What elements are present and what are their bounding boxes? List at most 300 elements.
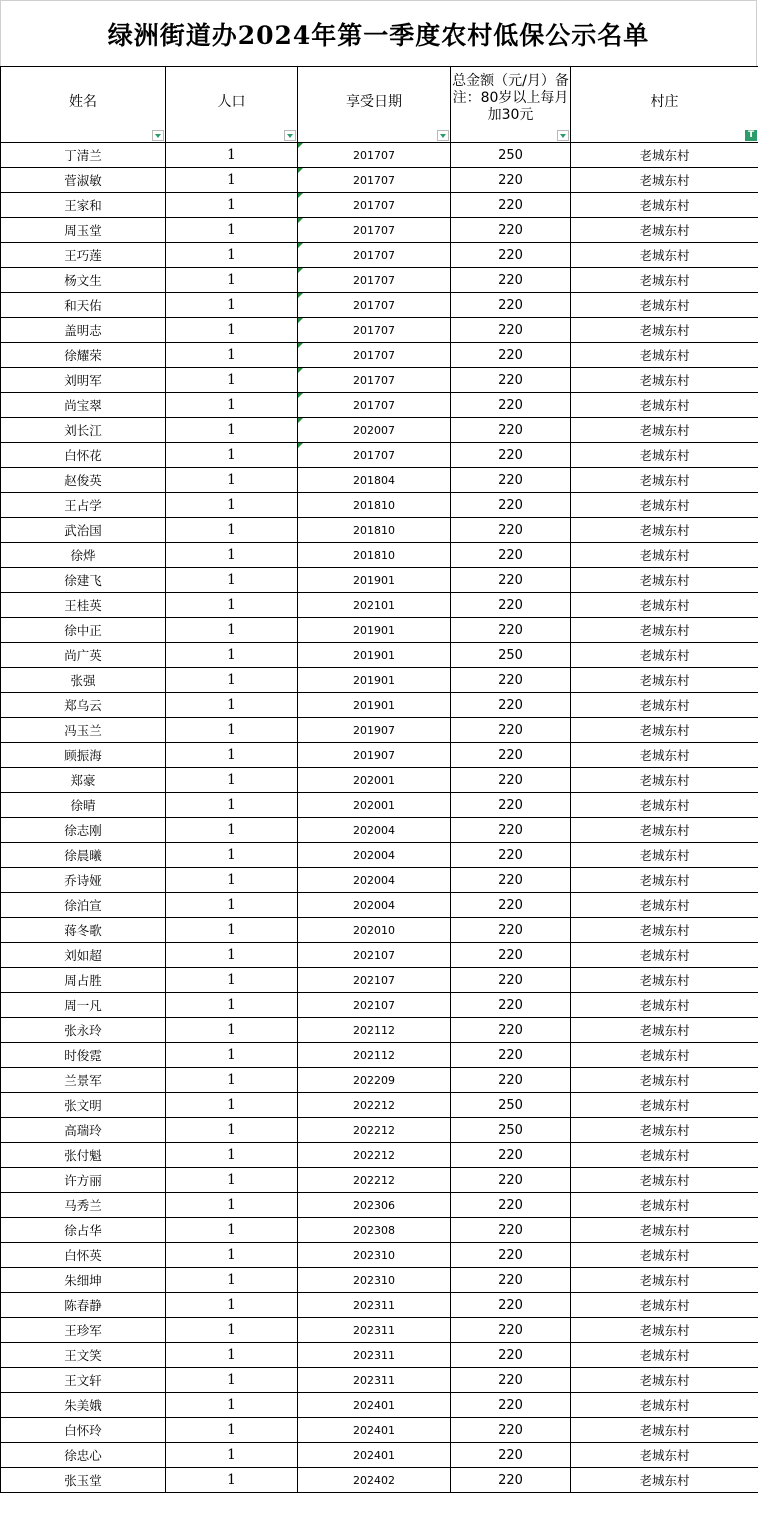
people-cell[interactable]: 1 — [166, 818, 298, 843]
name-cell[interactable]: 王文轩 — [1, 1368, 166, 1393]
amount-cell[interactable]: 220 — [451, 243, 571, 268]
village-cell[interactable]: 老城东村 — [571, 293, 758, 318]
date-cell[interactable]: 202311 — [298, 1368, 451, 1393]
village-cell[interactable]: 老城东村 — [571, 918, 758, 943]
date-cell[interactable]: 202112 — [298, 1018, 451, 1043]
village-cell[interactable]: 老城东村 — [571, 418, 758, 443]
people-cell[interactable]: 1 — [166, 318, 298, 343]
people-cell[interactable]: 1 — [166, 618, 298, 643]
name-cell[interactable]: 徐泊宣 — [1, 893, 166, 918]
people-cell[interactable]: 1 — [166, 218, 298, 243]
people-cell[interactable]: 1 — [166, 593, 298, 618]
people-cell[interactable]: 1 — [166, 1018, 298, 1043]
name-cell[interactable]: 徐中正 — [1, 618, 166, 643]
village-cell[interactable]: 老城东村 — [571, 143, 758, 168]
amount-cell[interactable]: 250 — [451, 643, 571, 668]
date-cell[interactable]: 202004 — [298, 818, 451, 843]
village-cell[interactable]: 老城东村 — [571, 643, 758, 668]
date-cell[interactable]: 202311 — [298, 1343, 451, 1368]
amount-cell[interactable]: 220 — [451, 793, 571, 818]
people-cell[interactable]: 1 — [166, 1293, 298, 1318]
amount-cell[interactable]: 220 — [451, 493, 571, 518]
people-cell[interactable]: 1 — [166, 443, 298, 468]
amount-cell[interactable]: 220 — [451, 1018, 571, 1043]
people-cell[interactable]: 1 — [166, 1193, 298, 1218]
date-cell[interactable]: 201707 — [298, 293, 451, 318]
people-cell[interactable]: 1 — [166, 1118, 298, 1143]
village-cell[interactable]: 老城东村 — [571, 868, 758, 893]
date-cell[interactable]: 202107 — [298, 968, 451, 993]
date-cell[interactable]: 201707 — [298, 443, 451, 468]
date-cell[interactable]: 202402 — [298, 1468, 451, 1493]
name-cell[interactable]: 张付魁 — [1, 1143, 166, 1168]
people-cell[interactable]: 1 — [166, 1093, 298, 1118]
amount-cell[interactable]: 220 — [451, 1318, 571, 1343]
village-cell[interactable]: 老城东村 — [571, 1268, 758, 1293]
name-cell[interactable]: 高瑞玲 — [1, 1118, 166, 1143]
people-cell[interactable]: 1 — [166, 793, 298, 818]
header-people[interactable] — [166, 67, 298, 143]
name-cell[interactable]: 朱细坤 — [1, 1268, 166, 1293]
amount-cell[interactable]: 220 — [451, 1268, 571, 1293]
date-cell[interactable]: 201907 — [298, 718, 451, 743]
people-cell[interactable]: 1 — [166, 143, 298, 168]
name-cell[interactable]: 徐晴 — [1, 793, 166, 818]
village-cell[interactable]: 老城东村 — [571, 443, 758, 468]
people-cell[interactable]: 1 — [166, 1443, 298, 1468]
table-row — [1, 1418, 758, 1443]
date-cell[interactable]: 202010 — [298, 918, 451, 943]
people-cell[interactable]: 1 — [166, 1468, 298, 1493]
amount-cell[interactable]: 220 — [451, 718, 571, 743]
people-cell[interactable]: 1 — [166, 518, 298, 543]
people-cell[interactable]: 1 — [166, 418, 298, 443]
people-cell[interactable]: 1 — [166, 343, 298, 368]
village-cell[interactable]: 老城东村 — [571, 618, 758, 643]
header-amount[interactable] — [451, 67, 571, 143]
name-cell[interactable]: 刘如超 — [1, 943, 166, 968]
village-cell[interactable]: 老城东村 — [571, 1468, 758, 1493]
date-cell[interactable]: 201901 — [298, 643, 451, 668]
village-cell[interactable]: 老城东村 — [571, 993, 758, 1018]
date-cell[interactable]: 202308 — [298, 1218, 451, 1243]
table-row — [1, 268, 758, 293]
village-cell[interactable]: 老城东村 — [571, 1443, 758, 1468]
people-cell[interactable]: 1 — [166, 1043, 298, 1068]
amount-cell[interactable]: 220 — [451, 543, 571, 568]
name-cell[interactable]: 周一凡 — [1, 993, 166, 1018]
filter-dropdown-icon[interactable] — [152, 130, 164, 141]
amount-cell[interactable]: 220 — [451, 1443, 571, 1468]
amount-cell[interactable]: 220 — [451, 1143, 571, 1168]
people-cell[interactable]: 1 — [166, 543, 298, 568]
village-cell[interactable]: 老城东村 — [571, 1193, 758, 1218]
people-cell[interactable]: 1 — [166, 643, 298, 668]
filter-dropdown-icon[interactable] — [284, 130, 296, 141]
table-row — [1, 893, 758, 918]
table-row — [1, 243, 758, 268]
filter-active-icon[interactable] — [745, 130, 757, 141]
people-cell[interactable]: 1 — [166, 993, 298, 1018]
date-cell[interactable]: 201810 — [298, 543, 451, 568]
amount-cell[interactable]: 220 — [451, 368, 571, 393]
people-cell[interactable]: 1 — [166, 1318, 298, 1343]
name-cell[interactable]: 和天佑 — [1, 293, 166, 318]
amount-cell[interactable]: 220 — [451, 1243, 571, 1268]
date-cell[interactable]: 201707 — [298, 243, 451, 268]
name-cell[interactable]: 武治国 — [1, 518, 166, 543]
name-cell[interactable]: 白怀花 — [1, 443, 166, 468]
date-cell[interactable]: 201707 — [298, 268, 451, 293]
date-cell[interactable]: 202401 — [298, 1418, 451, 1443]
name-cell[interactable]: 徐志刚 — [1, 818, 166, 843]
name-cell[interactable]: 白怀玲 — [1, 1418, 166, 1443]
name-cell[interactable]: 徐晨曦 — [1, 843, 166, 868]
people-cell[interactable]: 1 — [166, 568, 298, 593]
amount-cell[interactable]: 220 — [451, 768, 571, 793]
name-cell[interactable]: 徐耀荣 — [1, 343, 166, 368]
village-cell[interactable]: 老城东村 — [571, 893, 758, 918]
date-cell[interactable]: 201707 — [298, 343, 451, 368]
name-cell[interactable]: 白怀英 — [1, 1243, 166, 1268]
table-row — [1, 1393, 758, 1418]
village-cell[interactable]: 老城东村 — [571, 1168, 758, 1193]
name-cell[interactable]: 周玉堂 — [1, 218, 166, 243]
name-cell[interactable]: 王巧莲 — [1, 243, 166, 268]
name-cell[interactable]: 冯玉兰 — [1, 718, 166, 743]
amount-cell[interactable]: 220 — [451, 818, 571, 843]
people-cell[interactable]: 1 — [166, 468, 298, 493]
table-row — [1, 343, 758, 368]
name-cell[interactable]: 尚宝翠 — [1, 393, 166, 418]
village-cell[interactable]: 老城东村 — [571, 218, 758, 243]
village-cell[interactable]: 老城东村 — [571, 1018, 758, 1043]
amount-cell[interactable]: 220 — [451, 468, 571, 493]
filter-dropdown-icon[interactable] — [437, 130, 449, 141]
header-name[interactable] — [1, 67, 166, 143]
people-cell[interactable]: 1 — [166, 268, 298, 293]
amount-cell[interactable]: 220 — [451, 1418, 571, 1443]
date-cell[interactable]: 201907 — [298, 743, 451, 768]
village-cell[interactable]: 老城东村 — [571, 493, 758, 518]
people-cell[interactable]: 1 — [166, 943, 298, 968]
people-cell[interactable]: 1 — [166, 1418, 298, 1443]
name-cell[interactable]: 徐忠心 — [1, 1443, 166, 1468]
date-cell[interactable]: 201804 — [298, 468, 451, 493]
name-cell[interactable]: 朱美娥 — [1, 1393, 166, 1418]
village-cell[interactable]: 老城东村 — [571, 1043, 758, 1068]
village-cell[interactable]: 老城东村 — [571, 1318, 758, 1343]
people-cell[interactable]: 1 — [166, 1168, 298, 1193]
amount-cell[interactable]: 220 — [451, 1043, 571, 1068]
amount-cell[interactable]: 220 — [451, 343, 571, 368]
people-cell[interactable]: 1 — [166, 1368, 298, 1393]
amount-cell[interactable]: 220 — [451, 1068, 571, 1093]
village-cell[interactable]: 老城东村 — [571, 518, 758, 543]
name-cell[interactable]: 徐烨 — [1, 543, 166, 568]
village-cell[interactable]: 老城东村 — [571, 768, 758, 793]
people-cell[interactable]: 1 — [166, 893, 298, 918]
name-cell[interactable]: 王家和 — [1, 193, 166, 218]
date-cell[interactable]: 201707 — [298, 168, 451, 193]
amount-cell[interactable]: 220 — [451, 268, 571, 293]
header-date-label: 享受日期 — [346, 93, 402, 110]
sheet-title-cell[interactable] — [0, 0, 757, 66]
people-cell[interactable]: 1 — [166, 768, 298, 793]
table-row — [1, 643, 758, 668]
village-cell[interactable]: 老城东村 — [571, 1293, 758, 1318]
people-cell[interactable]: 1 — [166, 668, 298, 693]
village-cell[interactable]: 老城东村 — [571, 568, 758, 593]
date-cell[interactable]: 202212 — [298, 1143, 451, 1168]
filter-dropdown-icon[interactable] — [557, 130, 569, 141]
amount-cell[interactable]: 220 — [451, 593, 571, 618]
amount-cell[interactable]: 220 — [451, 218, 571, 243]
amount-cell[interactable]: 220 — [451, 518, 571, 543]
name-cell[interactable]: 尚广英 — [1, 643, 166, 668]
village-cell[interactable]: 老城东村 — [571, 268, 758, 293]
village-cell[interactable]: 老城东村 — [571, 668, 758, 693]
name-cell[interactable]: 王珍军 — [1, 1318, 166, 1343]
people-cell[interactable]: 1 — [166, 293, 298, 318]
name-cell[interactable]: 张永玲 — [1, 1018, 166, 1043]
people-cell[interactable]: 1 — [166, 843, 298, 868]
people-cell[interactable]: 1 — [166, 1343, 298, 1368]
name-cell[interactable]: 陈春静 — [1, 1293, 166, 1318]
header-name-label: 姓名 — [69, 93, 97, 110]
amount-cell[interactable]: 220 — [451, 1168, 571, 1193]
date-cell[interactable]: 202209 — [298, 1068, 451, 1093]
village-cell[interactable]: 老城东村 — [571, 943, 758, 968]
amount-cell[interactable]: 220 — [451, 968, 571, 993]
date-cell[interactable]: 201707 — [298, 368, 451, 393]
name-cell[interactable]: 乔诗娅 — [1, 868, 166, 893]
name-cell[interactable]: 顾振海 — [1, 743, 166, 768]
date-cell[interactable]: 202212 — [298, 1118, 451, 1143]
amount-cell[interactable]: 220 — [451, 193, 571, 218]
date-cell[interactable]: 202101 — [298, 593, 451, 618]
amount-cell[interactable]: 220 — [451, 868, 571, 893]
amount-cell[interactable]: 220 — [451, 693, 571, 718]
amount-cell[interactable]: 220 — [451, 1393, 571, 1418]
name-cell[interactable]: 杨文生 — [1, 268, 166, 293]
amount-cell[interactable]: 220 — [451, 1343, 571, 1368]
village-cell[interactable]: 老城东村 — [571, 193, 758, 218]
name-cell[interactable]: 徐占华 — [1, 1218, 166, 1243]
table-row — [1, 743, 758, 768]
date-cell[interactable]: 202001 — [298, 768, 451, 793]
date-cell[interactable]: 201901 — [298, 668, 451, 693]
village-cell[interactable]: 老城东村 — [571, 1368, 758, 1393]
date-cell[interactable]: 202004 — [298, 843, 451, 868]
date-cell[interactable]: 201810 — [298, 493, 451, 518]
date-cell[interactable]: 202004 — [298, 893, 451, 918]
village-cell[interactable]: 老城东村 — [571, 168, 758, 193]
village-cell[interactable]: 老城东村 — [571, 318, 758, 343]
date-cell[interactable]: 202212 — [298, 1093, 451, 1118]
people-cell[interactable]: 1 — [166, 1393, 298, 1418]
village-cell[interactable]: 老城东村 — [571, 468, 758, 493]
table-row — [1, 168, 758, 193]
date-cell[interactable]: 201707 — [298, 193, 451, 218]
name-cell[interactable]: 张玉堂 — [1, 1468, 166, 1493]
people-cell[interactable]: 1 — [166, 718, 298, 743]
amount-cell[interactable]: 220 — [451, 843, 571, 868]
amount-cell[interactable]: 220 — [451, 393, 571, 418]
name-cell[interactable]: 时俊霓 — [1, 1043, 166, 1068]
amount-cell[interactable]: 220 — [451, 168, 571, 193]
people-cell[interactable]: 1 — [166, 493, 298, 518]
name-cell[interactable]: 蒋冬歌 — [1, 918, 166, 943]
amount-cell[interactable]: 220 — [451, 1193, 571, 1218]
date-cell[interactable]: 202401 — [298, 1393, 451, 1418]
date-cell[interactable]: 201707 — [298, 218, 451, 243]
date-cell[interactable]: 201707 — [298, 318, 451, 343]
people-cell[interactable]: 1 — [166, 1268, 298, 1293]
name-cell[interactable]: 郑乌云 — [1, 693, 166, 718]
name-cell[interactable]: 兰景军 — [1, 1068, 166, 1093]
people-cell[interactable]: 1 — [166, 168, 298, 193]
amount-cell[interactable]: 220 — [451, 293, 571, 318]
date-cell[interactable]: 201810 — [298, 518, 451, 543]
date-cell[interactable]: 202306 — [298, 1193, 451, 1218]
table-row — [1, 1118, 758, 1143]
name-cell[interactable]: 刘明军 — [1, 368, 166, 393]
name-cell[interactable]: 盖明志 — [1, 318, 166, 343]
table-row — [1, 393, 758, 418]
people-cell[interactable]: 1 — [166, 1068, 298, 1093]
name-cell[interactable]: 王桂英 — [1, 593, 166, 618]
table-row — [1, 1143, 758, 1168]
village-cell[interactable]: 老城东村 — [571, 818, 758, 843]
village-cell[interactable]: 老城东村 — [571, 968, 758, 993]
date-cell[interactable]: 202212 — [298, 1168, 451, 1193]
village-cell[interactable]: 老城东村 — [571, 1243, 758, 1268]
village-cell[interactable]: 老城东村 — [571, 343, 758, 368]
village-cell[interactable]: 老城东村 — [571, 1143, 758, 1168]
village-cell[interactable]: 老城东村 — [571, 368, 758, 393]
date-cell[interactable]: 202401 — [298, 1443, 451, 1468]
table-row — [1, 443, 758, 468]
name-cell[interactable]: 徐建飞 — [1, 568, 166, 593]
people-cell[interactable]: 1 — [166, 1143, 298, 1168]
date-cell[interactable]: 202311 — [298, 1293, 451, 1318]
people-cell[interactable]: 1 — [166, 693, 298, 718]
village-cell[interactable]: 老城东村 — [571, 1393, 758, 1418]
date-cell[interactable]: 202310 — [298, 1268, 451, 1293]
village-cell[interactable]: 老城东村 — [571, 793, 758, 818]
amount-cell[interactable]: 220 — [451, 318, 571, 343]
amount-cell[interactable]: 220 — [451, 668, 571, 693]
people-cell[interactable]: 1 — [166, 1218, 298, 1243]
amount-cell[interactable]: 220 — [451, 568, 571, 593]
amount-cell[interactable]: 220 — [451, 418, 571, 443]
name-cell[interactable]: 郑豪 — [1, 768, 166, 793]
amount-cell[interactable]: 220 — [451, 1368, 571, 1393]
name-cell[interactable]: 许方丽 — [1, 1168, 166, 1193]
village-cell[interactable]: 老城东村 — [571, 1418, 758, 1443]
amount-cell[interactable]: 220 — [451, 443, 571, 468]
name-cell[interactable]: 丁清兰 — [1, 143, 166, 168]
village-cell[interactable]: 老城东村 — [571, 1218, 758, 1243]
date-cell[interactable]: 202311 — [298, 1318, 451, 1343]
people-cell[interactable]: 1 — [166, 1243, 298, 1268]
amount-cell[interactable]: 250 — [451, 1093, 571, 1118]
table-row — [1, 1468, 758, 1493]
date-cell[interactable]: 202007 — [298, 418, 451, 443]
name-cell[interactable]: 刘长江 — [1, 418, 166, 443]
table-row — [1, 593, 758, 618]
date-cell[interactable]: 202112 — [298, 1043, 451, 1068]
amount-cell[interactable]: 250 — [451, 143, 571, 168]
village-cell[interactable]: 老城东村 — [571, 843, 758, 868]
village-cell[interactable]: 老城东村 — [571, 718, 758, 743]
amount-cell[interactable]: 220 — [451, 893, 571, 918]
village-cell[interactable]: 老城东村 — [571, 1118, 758, 1143]
date-cell[interactable]: 202004 — [298, 868, 451, 893]
people-cell[interactable]: 1 — [166, 243, 298, 268]
amount-cell[interactable]: 220 — [451, 918, 571, 943]
village-cell[interactable]: 老城东村 — [571, 1343, 758, 1368]
header-village[interactable] — [571, 67, 758, 143]
village-cell[interactable]: 老城东村 — [571, 693, 758, 718]
date-cell[interactable]: 202107 — [298, 943, 451, 968]
people-cell[interactable]: 1 — [166, 368, 298, 393]
village-cell[interactable]: 老城东村 — [571, 543, 758, 568]
village-cell[interactable]: 老城东村 — [571, 393, 758, 418]
name-cell[interactable]: 周占胜 — [1, 968, 166, 993]
name-cell[interactable]: 菅淑敏 — [1, 168, 166, 193]
name-cell[interactable]: 王占学 — [1, 493, 166, 518]
date-cell[interactable]: 201901 — [298, 568, 451, 593]
name-cell[interactable]: 马秀兰 — [1, 1193, 166, 1218]
date-cell[interactable]: 201707 — [298, 393, 451, 418]
village-cell[interactable]: 老城东村 — [571, 1093, 758, 1118]
people-cell[interactable]: 1 — [166, 193, 298, 218]
people-cell[interactable]: 1 — [166, 968, 298, 993]
amount-cell[interactable]: 220 — [451, 1218, 571, 1243]
people-cell[interactable]: 1 — [166, 393, 298, 418]
date-cell[interactable]: 201707 — [298, 143, 451, 168]
amount-cell[interactable]: 220 — [451, 1293, 571, 1318]
table-row — [1, 318, 758, 343]
people-cell[interactable]: 1 — [166, 743, 298, 768]
name-cell[interactable]: 赵俊英 — [1, 468, 166, 493]
date-cell[interactable]: 202107 — [298, 993, 451, 1018]
village-cell[interactable]: 老城东村 — [571, 243, 758, 268]
name-cell[interactable]: 张强 — [1, 668, 166, 693]
village-cell[interactable]: 老城东村 — [571, 743, 758, 768]
people-cell[interactable]: 1 — [166, 918, 298, 943]
date-cell[interactable]: 202310 — [298, 1243, 451, 1268]
amount-cell[interactable]: 220 — [451, 993, 571, 1018]
name-cell[interactable]: 张文明 — [1, 1093, 166, 1118]
amount-cell[interactable]: 220 — [451, 1468, 571, 1493]
header-date[interactable] — [298, 67, 451, 143]
date-cell[interactable]: 201901 — [298, 618, 451, 643]
date-cell[interactable]: 202001 — [298, 793, 451, 818]
amount-cell[interactable]: 220 — [451, 618, 571, 643]
people-cell[interactable]: 1 — [166, 868, 298, 893]
amount-cell[interactable]: 220 — [451, 943, 571, 968]
name-cell[interactable]: 王文笑 — [1, 1343, 166, 1368]
village-cell[interactable]: 老城东村 — [571, 593, 758, 618]
amount-cell[interactable]: 220 — [451, 743, 571, 768]
amount-cell[interactable]: 250 — [451, 1118, 571, 1143]
village-cell[interactable]: 老城东村 — [571, 1068, 758, 1093]
table-row — [1, 968, 758, 993]
date-cell[interactable]: 201901 — [298, 693, 451, 718]
